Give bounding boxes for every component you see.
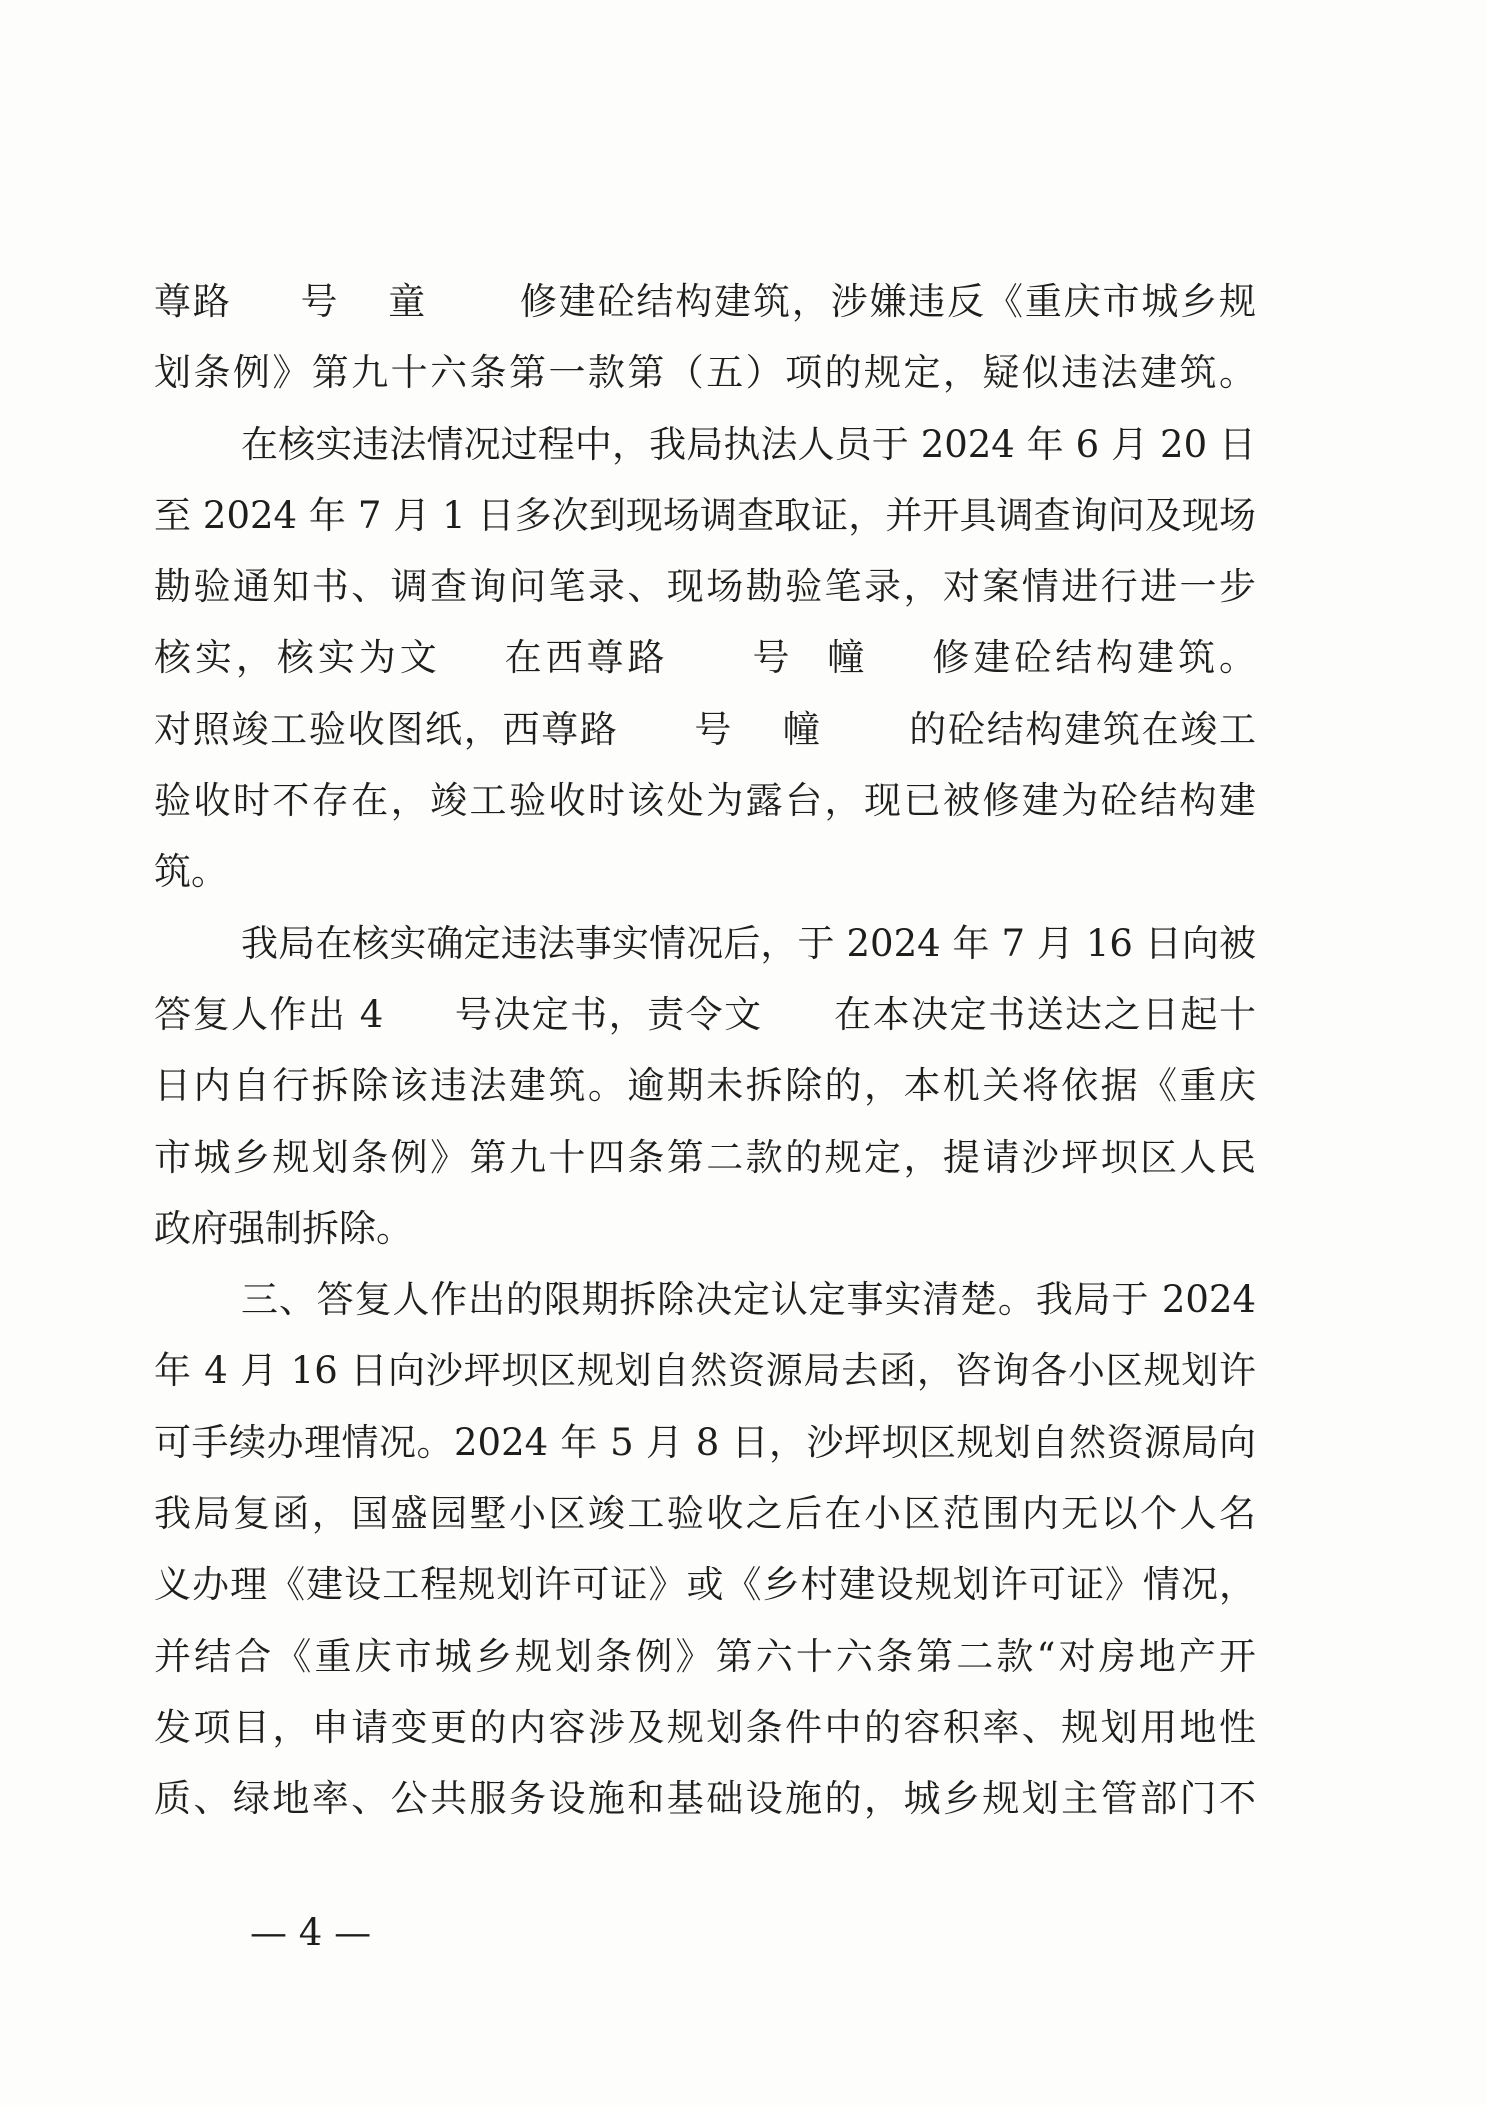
text-line <box>154 1692 1256 1763</box>
text-line <box>154 266 1256 337</box>
text-line <box>154 1478 1256 1549</box>
text-segment: 发项目，申请变更的内容涉及规划条件中的容积率、规划用地性 <box>154 1705 1256 1749</box>
text-segment: 市城乡规划条例》第九十四条第二款的规定，提请沙坪坝区人民 <box>154 1135 1256 1179</box>
redacted-blank <box>232 285 299 325</box>
text-segment: 核实，核实为文 <box>154 636 441 680</box>
text-line <box>154 1050 1256 1121</box>
paragraph-last-line <box>154 1193 1256 1264</box>
paragraph-first-line <box>154 908 1256 979</box>
text-segment: 可手续办理情况。2024 年 5 月 8 日，沙坪坝区规划自然资源局向 <box>154 1420 1256 1464</box>
text-segment: 幢 <box>781 707 822 751</box>
text-segment: 年 4 月 16 日向沙坪坝区规划自然资源局去函，咨询各小区规划许 <box>154 1349 1256 1393</box>
redacted-blank <box>733 712 781 752</box>
paragraph-first-line <box>154 409 1256 480</box>
body-text <box>154 266 1256 1835</box>
redacted-blank <box>383 997 453 1037</box>
text-line <box>154 694 1256 765</box>
text-segment: 号决定书，责令文 <box>453 992 763 1036</box>
paragraph-first-line <box>154 1264 1256 1335</box>
text-segment: 在核实违法情况过程中，我局执法人员于 2024 年 6 月 20 日 <box>241 422 1256 466</box>
text-line <box>154 551 1256 622</box>
text-segment: 日内自行拆除该违法建筑。逾期未拆除的，本机关将依据《重庆 <box>154 1064 1256 1108</box>
text-line <box>154 480 1256 551</box>
redacted-blank <box>868 641 928 681</box>
text-segment: 验收时不存在，竣工验收时该处为露台，现已被修建为砼结构建 <box>154 779 1256 823</box>
text-line <box>154 1763 1256 1834</box>
redacted-blank <box>339 285 386 325</box>
text-segment: 号 <box>748 636 794 680</box>
text-segment: 我局在核实确定违法事实情况后，于 2024 年 7 月 16 日向被 <box>241 921 1256 965</box>
redacted-blank <box>669 641 749 681</box>
text-segment: 勘验通知书、调查询问笔录、现场勘验笔录，对案情进行进一步 <box>154 565 1256 609</box>
text-line <box>154 1335 1256 1406</box>
text-segment: 筑。 <box>154 850 228 894</box>
text-segment: 我局复函，国盛园墅小区竣工验收之后在小区范围内无以个人名 <box>154 1492 1256 1536</box>
redacted-blank <box>441 641 501 681</box>
text-line <box>154 1122 1256 1193</box>
redacted-blank <box>427 285 518 325</box>
redacted-blank <box>822 712 908 752</box>
text-line <box>154 979 1256 1050</box>
text-segment: 义办理《建设工程规划许可证》或《乡村建设规划许可证》情况， <box>154 1563 1256 1607</box>
text-segment: 答复人作出 4 <box>154 992 384 1036</box>
text-line <box>154 337 1256 408</box>
text-segment: 尊路 <box>154 280 232 323</box>
text-segment: 政府强制拆除。 <box>154 1206 413 1250</box>
redacted-blank <box>763 997 833 1037</box>
text-segment: 划条例》第九十六条第一款第（五）项的规定，疑似违法建筑。 <box>154 351 1256 395</box>
text-line <box>154 1621 1256 1692</box>
text-segment: 号 <box>692 707 734 751</box>
text-line <box>154 1549 1256 1620</box>
text-segment: 号 <box>298 280 340 323</box>
text-segment: 在本决定书送达之日起十 <box>832 992 1256 1036</box>
text-segment: 修建砼结构建筑，涉嫌违反《重庆市城乡规 <box>518 280 1256 323</box>
text-segment: 并结合《重庆市城乡规划条例》第六十六条第二款“对房地产开 <box>154 1634 1256 1678</box>
text-segment: 幢 <box>823 636 869 680</box>
text-segment: 质、绿地率、公共服务设施和基础设施的，城乡规划主管部门不 <box>154 1777 1256 1821</box>
text-line <box>154 765 1256 836</box>
text-segment: 的砼结构建筑在竣工 <box>907 707 1256 751</box>
paragraph-last-line <box>154 836 1256 907</box>
text-segment: 对照竣工验收图纸，西尊路 <box>154 707 619 751</box>
text-segment: 三、答复人作出的限期拆除决定认定事实清楚。我局于 2024 <box>241 1278 1256 1322</box>
text-segment: 至 2024 年 7 月 1 日多次到现场调查取证，并开具调查询问及现场 <box>154 493 1256 537</box>
text-segment: 修建砼结构建筑。 <box>928 636 1256 680</box>
page-number: — 4 — <box>250 1911 372 1954</box>
redacted-blank <box>619 712 693 752</box>
text-segment: 在西尊路 <box>500 636 669 680</box>
text-line <box>154 1407 1256 1478</box>
text-segment: 童 <box>386 280 428 323</box>
text-line <box>154 622 1256 693</box>
redacted-blank <box>793 641 823 681</box>
